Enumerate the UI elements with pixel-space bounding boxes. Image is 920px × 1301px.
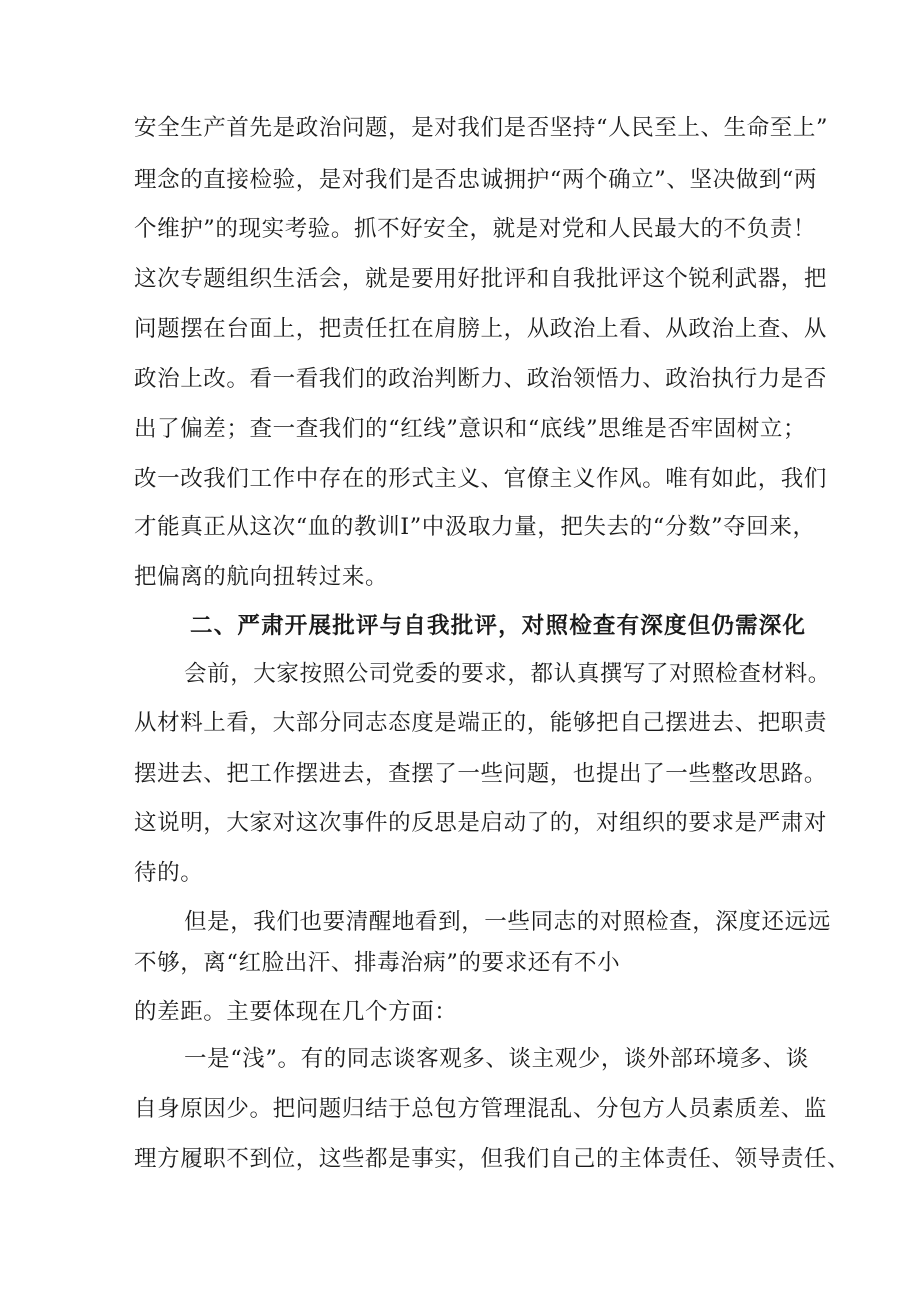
paragraph-first-line: 会前，大家按照公司党委的要求，都认真撰写了对照检查材料。	[184, 661, 831, 687]
body-text-line: 个维护”的现实考验。抓不好安全，就是对党和人民最大的不负责！	[134, 216, 817, 242]
body-text-line: 理念的直接检验，是对我们是否忠诚拥护“两个确立”、坚决做到“两	[134, 167, 818, 193]
body-text-line: 从材料上看，大部分同志态度是端正的，能够把自己摆进去、把职责	[134, 710, 828, 736]
body-text-line: 不够，离“红脸出汗、排毒治病”的要求还有不小	[134, 950, 621, 976]
body-text-line: 待的。	[134, 860, 204, 886]
body-text-line: 摆进去、把工作摆进去，查摆了一些问题，也提出了一些整改思路。	[134, 761, 828, 787]
body-text-line: 这说明，大家对这次事件的反思是启动了的，对组织的要求是严肃对	[134, 810, 828, 836]
body-text-line: 改一改我们工作中存在的形式主义、官僚主义作风。唯有如此，我们	[134, 466, 828, 492]
body-text-line: 的差距。主要体现在几个方面：	[134, 999, 458, 1025]
body-text-line: 问题摆在台面上，把责任扛在肩膀上，从政治上看、从政治上查、从	[134, 316, 828, 342]
body-text-line: 理方履职不到位，这些都是事实，但我们自己的主体责任、领导责任、	[134, 1146, 851, 1172]
section-heading: 二、严肃开展批评与自我批评，对照检查有深度但仍需深化	[190, 613, 807, 639]
body-text-line: 自身原因少。把问题归结于总包方管理混乱、分包方人员素质差、监	[134, 1096, 828, 1122]
paragraph-first-line: 但是，我们也要清醒地看到，一些同志的对照检查，深度还远远	[184, 909, 831, 935]
body-text-line: 这次专题组织生活会，就是要用好批评和自我批评这个锐利武器，把	[134, 266, 828, 292]
body-text-line: 出了偏差；查一查我们的“红线”意识和“底线”思维是否牢固树立；	[134, 416, 807, 442]
body-text-line: 安全生产首先是政治问题，是对我们是否坚持“人民至上、生命至上”	[134, 115, 829, 141]
paragraph-first-line: 一是“浅”。有的同志谈客观多、谈主观少，谈外部环境多、谈	[184, 1046, 809, 1072]
body-text-line: 政治上改。看一看我们的政治判断力、政治领悟力、政治执行力是否	[134, 366, 828, 392]
body-text-line: 把偏离的航向扭转过来。	[134, 564, 389, 590]
body-text-line: 才能真正从这次“血的教训Ⅰ”中汲取力量，把失去的“分数”夺回来，	[134, 514, 816, 540]
